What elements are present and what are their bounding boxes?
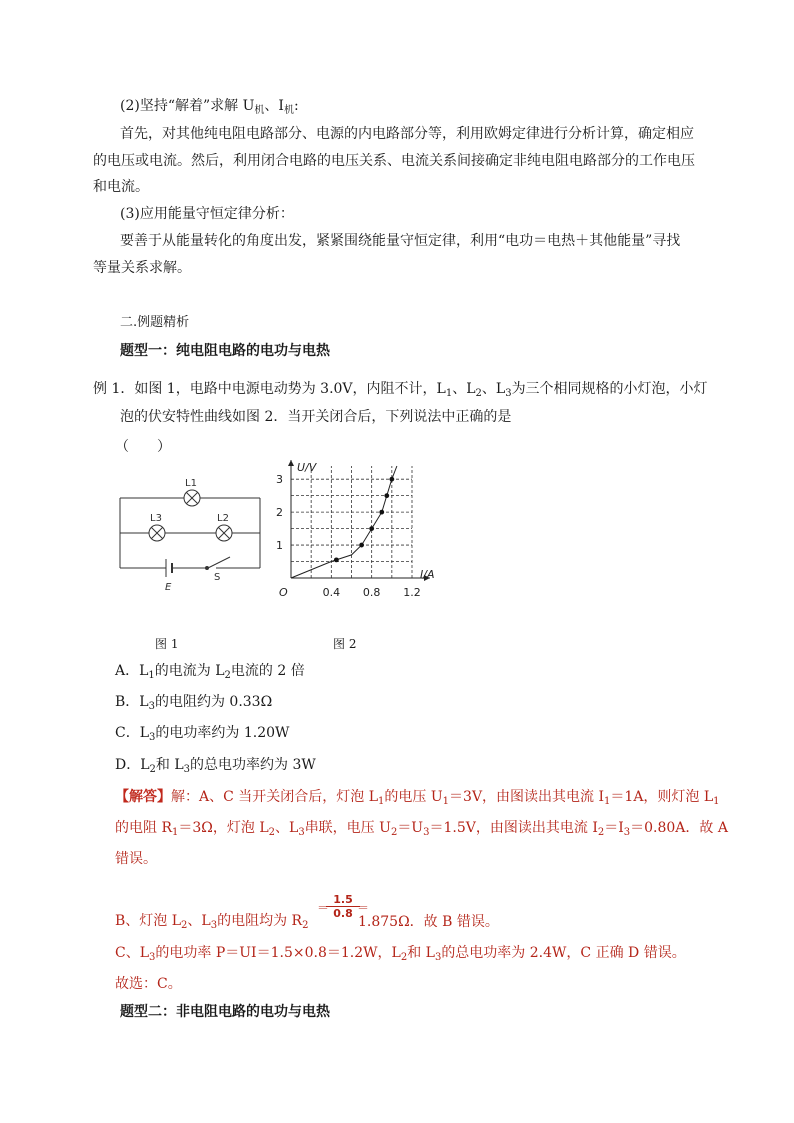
fraction-num: 1.5 — [326, 893, 360, 907]
data-point — [379, 510, 384, 515]
type2-title: 题型二：非电阻电路的电功与电热 — [120, 1004, 330, 1020]
answer-final: 故选：C。 — [115, 976, 182, 992]
label-l2: L2 — [217, 513, 229, 524]
p3-heading: (3)应用能量守恒定律分析： — [120, 206, 294, 222]
eq-sign-2: ＝ — [357, 901, 370, 915]
y-tick-label: 1 — [276, 539, 283, 553]
circuit-diagram — [110, 466, 270, 592]
chart-grid — [291, 466, 412, 578]
option-b[interactable]: B．$L_3$的电阻约为 0.33Ω — [115, 694, 273, 712]
p2-heading: (2)坚持“解着”求解 $U_机$、$I_机$: — [120, 98, 299, 116]
answer-tag: 【解答】 — [115, 789, 171, 805]
y-tick-label: 2 — [276, 506, 283, 520]
label-s: S — [214, 572, 221, 583]
data-point — [369, 526, 374, 531]
lamp-l1 — [184, 490, 200, 506]
eq-sign-1: ＝ — [317, 901, 330, 915]
p3-line2: 等量关系求解。 — [93, 260, 191, 276]
fraction — [326, 893, 360, 920]
type1-title: 题型一：纯电阻电路的电功与电热 — [120, 343, 330, 359]
part-title: 二.例题精析 — [120, 315, 190, 330]
answer-line2: 的电阻 $R_1=3\Omega$，灯泡 $L_2$、$L_3$串联，电压 $U_2=U_3=1.5V$，由图读出其电流 $I_2=I_3=0.80A$．故 A — [115, 820, 728, 838]
origin-label: O — [279, 586, 288, 599]
fig1-caption: 图 1 — [155, 637, 179, 651]
answer-paren: （ ） — [115, 439, 171, 455]
switch-contact — [205, 566, 209, 570]
data-point — [384, 493, 389, 498]
x-tick-label: 1.2 — [403, 586, 421, 599]
chart-points — [334, 477, 394, 563]
lamp-l2 — [216, 525, 232, 541]
example-line2: 泡的伏安特性曲线如图 2．当开关闭合后，下列说法中正确的是 — [120, 409, 512, 425]
label-l1: L1 — [185, 478, 197, 489]
answer-b-result: 1.875Ω．故 B 错误。 — [358, 914, 499, 930]
answer-b: B、灯泡 $L_2$、$L_3$的电阻均为 $R_2$ — [115, 913, 309, 931]
fig2-caption: 图 2 — [333, 637, 357, 651]
label-l3: L3 — [150, 513, 162, 524]
p2-line2: 的电压或电流。然后，利用闭合电路的电压关系、电流关系间接确定非纯电阻电路部分的工作电压 — [93, 153, 695, 169]
answer-line1: 【解答】解：A、C 当开关闭合后，灯泡 $L_1$的电压 $U_1=3V$，由图读出其电流 $I_1=1A$，则灯泡 $L_1$ — [115, 789, 720, 807]
answer-line3: 错误。 — [115, 851, 157, 867]
x-tick-label: 0.8 — [362, 586, 381, 599]
p2-line3: 和电流。 — [93, 179, 149, 195]
chart-ticks — [276, 473, 421, 599]
p2-line1: 首先，对其他纯电阻电路部分、电源的内电路部分等，利用欧姆定律进行分析计算，确定相应 — [120, 126, 694, 142]
x-tick-label: 0.4 — [322, 586, 341, 599]
y-axis-label: U/V — [297, 461, 317, 474]
lamp-l3 — [149, 525, 165, 541]
data-point — [359, 543, 364, 548]
p3-line1: 要善于从能量转化的角度出发，紧紧围绕能量守恒定律，利用“电功＝电热＋其他能量”寻找 — [120, 233, 681, 249]
y-axis-arrow — [288, 460, 294, 466]
option-a[interactable]: A．$L_1$的电流为 $L_2$电流的 2 倍 — [115, 663, 305, 681]
label-e: E — [165, 582, 172, 592]
chart-axes — [288, 460, 430, 581]
answer-c: C、$L_3$的电功率 P＝UI＝1.5×0.8＝1.2W，$L_2$和 $L_3$的总电功率为 2.4W，C 正确 D 错误。 — [115, 945, 686, 963]
option-c[interactable]: C．$L_3$的电功率约为 1.20W — [115, 725, 290, 743]
y-tick-label: 3 — [276, 473, 283, 487]
example-line1: 例 1．如图 1，电路中电源电动势为 3.0V，内阻不计，$L_1$、$L_2$、$L_3$为三个相同规格的小灯泡，小灯 — [93, 381, 708, 399]
fraction-den: 0.8 — [333, 907, 353, 920]
option-d[interactable]: D．$L_2$和 $L_3$的总电功率约为 3W — [115, 757, 316, 775]
iv-chart — [272, 458, 447, 606]
data-point — [334, 557, 339, 562]
x-axis-label: I/A — [420, 568, 435, 581]
data-point — [389, 477, 394, 482]
